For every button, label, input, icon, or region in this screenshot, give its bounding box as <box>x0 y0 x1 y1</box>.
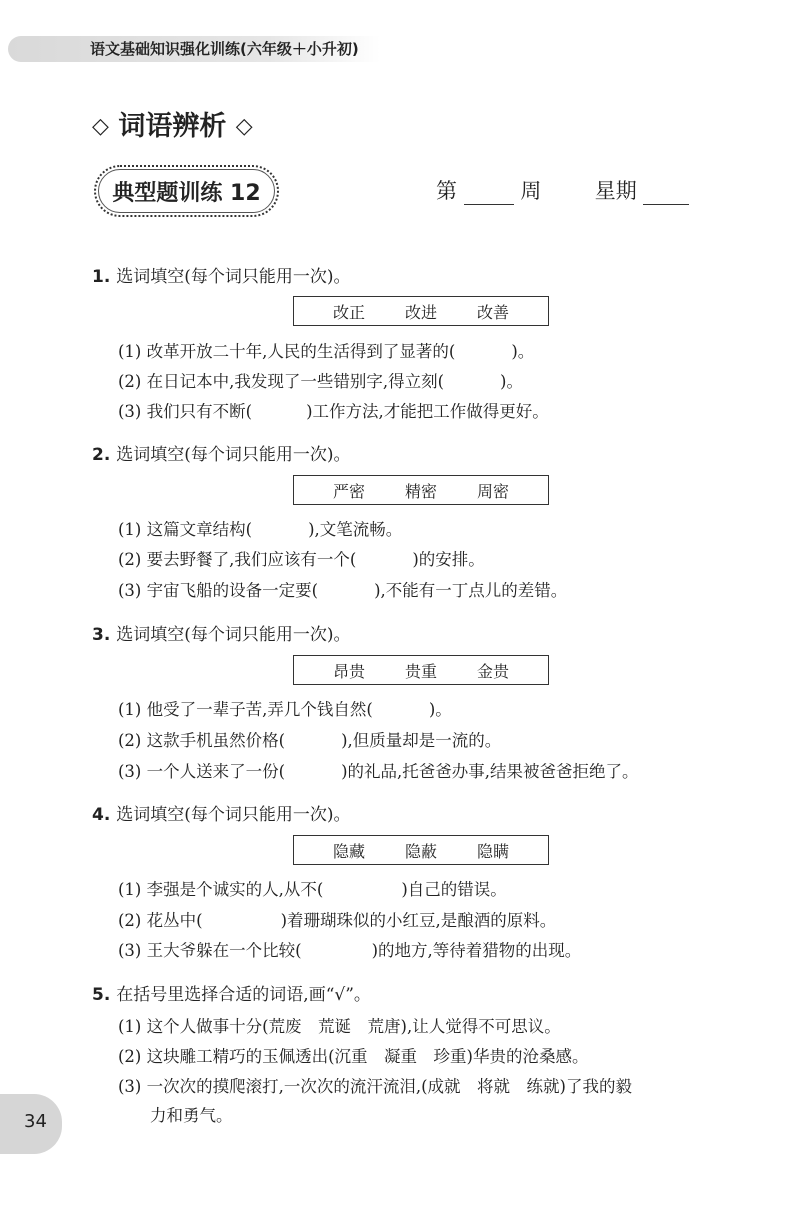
word-option: 金贵 <box>477 661 510 681</box>
question-5-item-3[interactable]: (3) 一次次的摸爬滚打,一次次的流汗流泪,(成就 将就 练就)了我的毅 <box>118 1077 632 1096</box>
week-di-label: 第 <box>436 179 457 203</box>
section-title-text: 词语辨析 <box>118 111 227 142</box>
section-title <box>92 104 253 143</box>
question-3-item-2: (2) 这款手机虽然价格( ),但质量却是一流的。 <box>118 731 502 750</box>
week-date-line <box>436 175 689 205</box>
question-2-word-box <box>293 475 549 505</box>
word-option: 昂贵 <box>332 661 365 681</box>
question-5-title <box>92 980 371 1005</box>
question-5-item-1[interactable]: (1) 这个人做事十分(荒废 荒诞 荒唐),让人觉得不可思议。 <box>118 1017 561 1036</box>
question-number: 2. <box>92 445 111 465</box>
question-3-item-1: (1) 他受了一辈子苦,弄几个钱自然( )。 <box>118 700 452 719</box>
question-5-item-2[interactable]: (2) 这块雕工精巧的玉佩透出(沉重 凝重 珍重)华贵的沧桑感。 <box>118 1047 589 1066</box>
question-instruction: 选词填空(每个词只能用一次)。 <box>116 445 351 465</box>
question-2-title <box>92 440 351 465</box>
word-option: 隐瞒 <box>477 841 510 861</box>
word-option: 精密 <box>404 481 437 501</box>
question-1-word-box <box>293 296 549 326</box>
question-number: 1. <box>92 267 111 287</box>
question-3-item-3: (3) 一个人送来了一份( )的礼品,托爸爸办事,结果被爸爸拒绝了。 <box>118 762 639 781</box>
question-instruction: 选词填空(每个词只能用一次)。 <box>116 267 351 287</box>
word-option: 周密 <box>477 481 510 501</box>
question-2-item-2: (2) 要去野餐了,我们应该有一个( )的安排。 <box>118 550 485 569</box>
question-1-item-3: (3) 我们只有不断( )工作方法,才能把工作做得更好。 <box>118 402 549 421</box>
diamond-right-icon: ◇ <box>235 114 253 139</box>
question-instruction: 选词填空(每个词只能用一次)。 <box>116 625 351 645</box>
weekday-blank[interactable] <box>643 182 689 205</box>
weekday-label: 星期 <box>594 179 637 203</box>
page-number: 34 <box>24 1111 47 1132</box>
question-1-item-1: (1) 改革开放二十年,人民的生活得到了显著的( )。 <box>118 342 535 361</box>
question-1-title <box>92 262 351 287</box>
question-instruction: 选词填空(每个词只能用一次)。 <box>116 805 351 825</box>
question-instruction: 在括号里选择合适的词语,画“√”。 <box>116 985 371 1005</box>
word-option: 改进 <box>404 302 437 322</box>
question-number: 5. <box>92 985 111 1005</box>
question-4-title <box>92 800 351 825</box>
question-4-word-box <box>293 835 549 865</box>
word-option: 隐藏 <box>332 841 365 861</box>
diamond-left-icon: ◇ <box>92 114 109 139</box>
question-5-item-3-continued: 力和勇气。 <box>150 1106 233 1125</box>
question-2-item-3: (3) 宇宙飞船的设备一定要( ),不能有一丁点儿的差错。 <box>118 581 568 600</box>
question-4-item-2: (2) 花丛中( )着珊瑚珠似的小红豆,是酿酒的原料。 <box>118 911 557 930</box>
question-3-title <box>92 620 351 645</box>
running-header-title: 语文基础知识强化训练(六年级＋小升初) <box>90 40 359 58</box>
question-4-item-3: (3) 王大爷躲在一个比较( )的地方,等待着猎物的出现。 <box>118 941 582 960</box>
word-option: 改善 <box>477 302 510 322</box>
question-number: 3. <box>92 625 111 645</box>
week-blank[interactable] <box>464 182 514 205</box>
question-1-item-2: (2) 在日记本中,我发现了一些错别字,得立刻( )。 <box>118 372 523 391</box>
word-option: 改正 <box>332 302 365 322</box>
week-zhou-label: 周 <box>520 179 542 203</box>
question-3-word-box <box>293 655 549 685</box>
word-option: 严密 <box>332 481 365 501</box>
word-option: 隐蔽 <box>404 841 437 861</box>
question-4-item-1: (1) 李强是个诚实的人,从不( )自己的错误。 <box>118 880 507 899</box>
word-option: 贵重 <box>404 661 437 681</box>
training-label: 典型题训练 12 <box>98 169 275 213</box>
question-2-item-1: (1) 这篇文章结构( ),文笔流畅。 <box>118 520 403 539</box>
question-number: 4. <box>92 805 111 825</box>
